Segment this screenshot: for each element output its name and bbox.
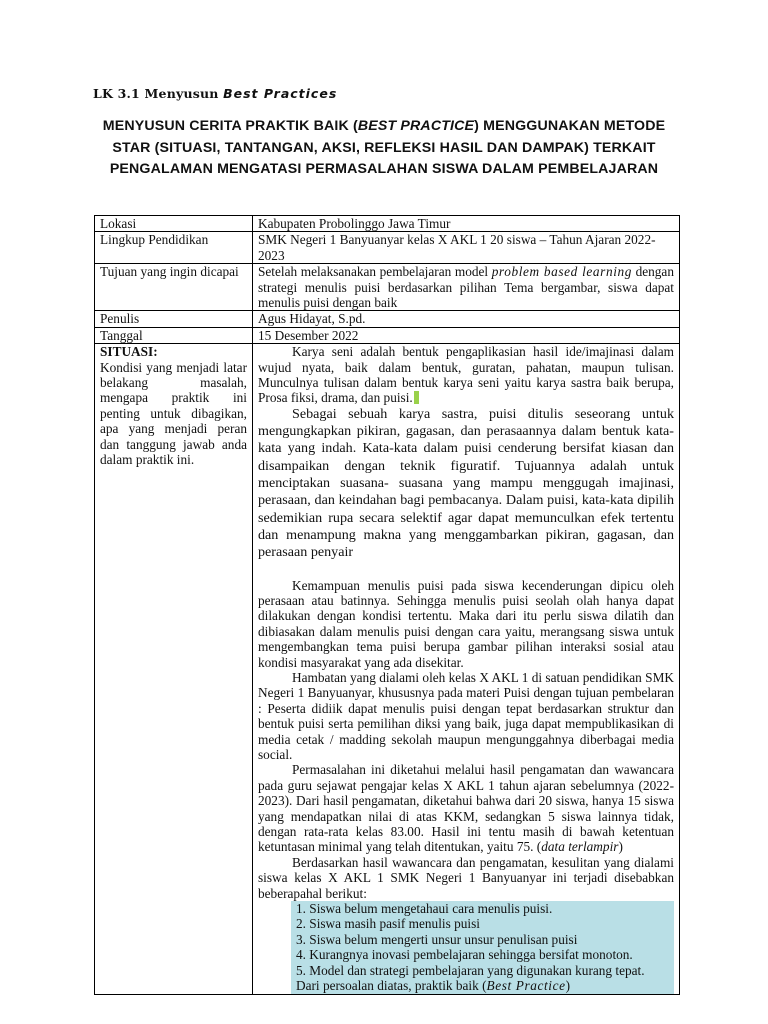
paragraph-5: Permasalahan ini diketahui melalui hasil pengamatan dan wawancara pada guru sejawat pengajar kelas X AKL 1 tahun ajaran sebelumnya (2022-2023). Dari hasil pengamatan, diketahui bahwa dari 20 siswa, hanya 15 siswa yang mendapatkan nilai di atas KKM, sedangkan 5 siswa lainnya tidak, dengan rata-rata kelas 83.00. Hasil ini tentu masih di bawah ketentuan ketuntasan minimal yang telah ditentukan, yaitu 75. (data terlampir): [258, 762, 674, 855]
label-lokasi: Lokasi: [95, 216, 253, 232]
difficulty-list: [291, 901, 674, 993]
row-tanggal: [95, 327, 680, 343]
situasi-label: SITUASI:: [100, 344, 158, 360]
closing-line: Dari persoalan diatas, praktik baik (Best Practice): [296, 978, 571, 994]
data-terlampir-italic: data terlampir: [541, 839, 619, 855]
paragraph-2: Sebagai sebuah karya sastra, puisi ditulis seseorang untuk mengungkapkan pikiran, gagasan, dan perasaannya dalam bentuk kata-kata yang indah. Kata-kata dalam puisi cenderung bersifat kiasan dan disampaikan dengan teknik figuratif. Tujuannya adalah untuk menciptakan suasana- suasana yang mampu menggugah imajinasi, perasaan, dan keindahan bagi pembacanya. Dalam puisi, kata-kata dipilih sedemikian rupa secara selektif agar dapat memunculkan efek tertentu dan menampung makna yang menggambarkan pikiran, gagasan, dan perasaan penyair: [258, 405, 674, 561]
label-tanggal: Tanggal: [95, 327, 253, 343]
title-part1: MENYUSUN CERITA PRAKTIK BAIK (: [102, 118, 358, 134]
label-tujuan: Tujuan yang ingin dicapai: [95, 264, 253, 311]
practice-table: [94, 215, 680, 995]
row-penulis: [95, 311, 680, 327]
value-lokasi: Kabupaten Probolinggo Jawa Timur: [253, 216, 680, 232]
worksheet-heading: [93, 86, 337, 101]
paragraph-6: Berdasarkan hasil wawancara dan pengamatan, kesulitan yang dialami siswa kelas X AKL 1 SMK Negeri 1 Banyuanyar ini terjadi disebabkan beberapahal berikut:: [258, 854, 674, 901]
best-practice-italic: Best Practice: [486, 978, 566, 994]
situasi-description: Kondisi yang menjadi latar belakang masalah, mengapa praktik ini penting untuk dibagikan, apa yang menjadi peran dan tanggung jawab anda dalam praktik ini.: [100, 359, 247, 468]
heading-emphasis: Best Practices: [223, 86, 338, 101]
title-italic: BEST PRACTICE: [357, 118, 475, 134]
list-item: 2. Siswa masih pasif menulis puisi: [296, 916, 480, 932]
situasi-content: [253, 344, 680, 994]
title-part2: ) MENGGUNAKAN METODE STAR (SITUASI, TANTANGAN, AKSI, REFLEKSI HASIL DAN DAMPAK) TERKAIT PENGALAMAN MENGATASI PERMASALAHAN SISWA DALAM PEMBELAJARAN: [109, 118, 666, 177]
list-item: 3. Siswa belum mengerti unsur unsur penulisan puisi: [296, 931, 578, 947]
paragraph-4: Hambatan yang dialami oleh kelas X AKL 1 di satuan pendidikan SMK Negeri 1 Banyuanyar, khususnya pada materi Puisi dengan tujuan pembelaran : Peserta didiik dapat menulis puisi dengan tepat berdasarkan struktur dan bentuk puisi serta pemilihan diksi yang baik, juga dapat mempublikasikan di media cetak / madding sekolah maupun mengunggahnya diberbagai media social.: [258, 669, 674, 763]
row-situasi: [95, 344, 680, 994]
list-item: 5. Model dan strategi pembelajaran yang digunakan kurang tepat.: [296, 962, 645, 978]
pbl-italic: problem based learning: [491, 264, 632, 280]
list-item: 1. Siswa belum mengetahaui cara menulis puisi.: [296, 901, 553, 917]
label-lingkup: Lingkup Pendidikan: [95, 232, 253, 264]
spacer: [258, 562, 674, 578]
paragraph-3: Kemampuan menulis puisi pada siswa kecenderungan dipicu oleh perasaan atau batinnya. Sehingga menulis puisi seolah olah hanya dapat dilakukan dengan kondisi tertentu. Maka dari itu perlu siswa dilatih dan dibiasakan dalam menulis puisi dengan cara yaitu, merangsang siswa untuk mengembangkan tema puisi berupa gambar pilihan interaksi sosial atau kondisi masyarakat yang ada disekitar.: [258, 577, 674, 670]
value-penulis: Agus Hidayat, S.pd.: [253, 311, 680, 327]
document-title: [100, 116, 668, 181]
list-item: 4. Kurangnya inovasi pembelajaran sehingga bersifat monoton.: [296, 947, 633, 963]
value-lingkup: SMK Negeri 1 Banyuanyar kelas X AKL 1 20 siswa – Tahun Ajaran 2022-2023: [253, 232, 680, 264]
row-lingkup: [95, 232, 680, 264]
row-lokasi: [95, 216, 680, 232]
heading-prefix: LK 3.1 Menyusun: [93, 86, 219, 101]
cursor-mark: [414, 391, 419, 404]
situasi-label-cell: [95, 344, 253, 994]
value-tanggal: 15 Desember 2022: [253, 327, 680, 343]
label-penulis: Penulis: [95, 311, 253, 327]
paragraph-1: Karya seni adalah bentuk pengaplikasian hasil ide/imajinasi dalam wujud nyata, baik dalam bentuk, guratan, pahatan, maupun tulisan. Munculnya tulisan dalam bentuk karya seni yaitu karya sastra baik berupa, Prosa fiksi, drama, dan puisi.: [258, 344, 674, 406]
value-tujuan: Setelah melaksanakan pembelajaran model problem based learning dengan strategi menulis puisi berdasarkan pilihan Tema bergambar, siswa dapat menulis puisi dengan baik: [253, 264, 680, 311]
row-tujuan: [95, 264, 680, 311]
